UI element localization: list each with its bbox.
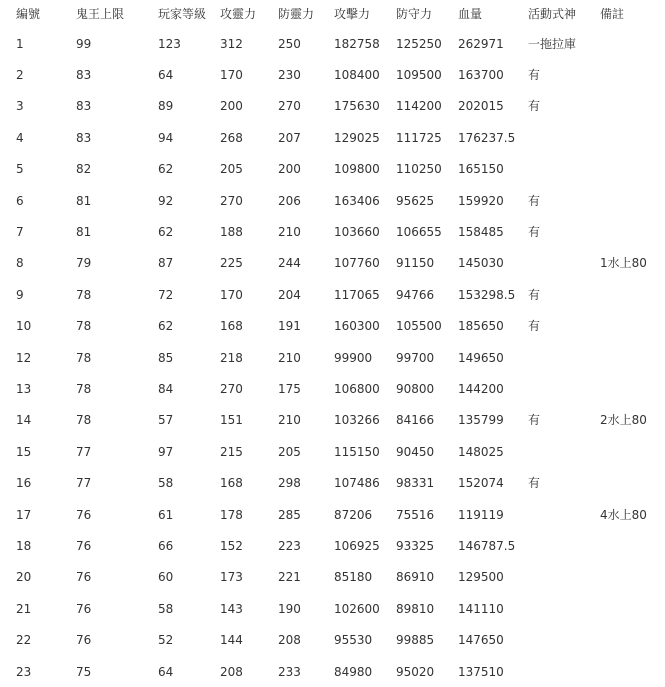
cell-def-spirit: 207 xyxy=(278,130,301,145)
cell-defense: 93325 xyxy=(396,538,435,553)
table-row xyxy=(0,436,665,467)
cell-hp: 176237.5 xyxy=(458,130,516,145)
cell-player-level: 89 xyxy=(158,99,174,114)
cell-defense: 98331 xyxy=(396,476,435,491)
cell-atk-spirit: 168 xyxy=(220,476,243,491)
cell-player-level: 52 xyxy=(158,633,174,648)
cell-event-shikigami xyxy=(512,154,584,185)
cell-atk-spirit: 270 xyxy=(220,193,243,208)
column-header-attack: 攻擊力 xyxy=(334,7,371,21)
cell-note xyxy=(584,593,665,624)
cell-note xyxy=(584,154,665,185)
cell-note xyxy=(584,373,665,404)
cell-attack: 108400 xyxy=(334,68,380,83)
cell-player-level: 64 xyxy=(158,664,174,679)
cell-id: 15 xyxy=(16,444,32,459)
cell-defense: 90800 xyxy=(396,381,435,396)
cell-boss-cap: 75 xyxy=(76,664,92,679)
cell-attack: 95530 xyxy=(334,633,373,648)
cell-player-level: 58 xyxy=(158,601,174,616)
cell-boss-cap: 83 xyxy=(76,99,92,114)
cell-atk-spirit: 215 xyxy=(220,444,243,459)
cell-atk-spirit: 218 xyxy=(220,350,243,365)
cell-boss-cap: 77 xyxy=(76,476,92,491)
table-row xyxy=(0,342,665,373)
cell-attack: 106925 xyxy=(334,538,380,553)
cell-player-level: 64 xyxy=(158,68,174,83)
cell-defense: 110250 xyxy=(396,162,442,177)
cell-note: 1水上80 xyxy=(600,256,647,271)
cell-event-shikigami: 一拖拉庫 xyxy=(528,36,577,51)
cell-boss-cap: 99 xyxy=(76,36,92,51)
cell-id: 17 xyxy=(16,507,32,522)
cell-player-level: 94 xyxy=(158,130,174,145)
cell-def-spirit: 190 xyxy=(278,601,301,616)
cell-id: 2 xyxy=(16,68,24,83)
cell-boss-cap: 76 xyxy=(76,507,92,522)
cell-defense: 111725 xyxy=(396,130,442,145)
cell-atk-spirit: 152 xyxy=(220,538,243,553)
cell-player-level: 85 xyxy=(158,350,174,365)
cell-boss-cap: 78 xyxy=(76,350,92,365)
cell-attack: 129025 xyxy=(334,130,380,145)
cell-attack: 103660 xyxy=(334,225,380,240)
cell-attack: 117065 xyxy=(334,287,380,302)
cell-boss-cap: 79 xyxy=(76,256,92,271)
cell-id: 20 xyxy=(16,570,32,585)
cell-boss-cap: 78 xyxy=(76,287,92,302)
cell-player-level: 92 xyxy=(158,193,174,208)
cell-atk-spirit: 170 xyxy=(220,287,243,302)
cell-def-spirit: 200 xyxy=(278,162,301,177)
cell-attack: 175630 xyxy=(334,99,380,114)
cell-id: 21 xyxy=(16,601,32,616)
cell-event-shikigami xyxy=(512,373,584,404)
cell-defense: 94766 xyxy=(396,287,435,302)
cell-player-level: 58 xyxy=(158,476,174,491)
cell-hp: 148025 xyxy=(458,444,504,459)
cell-event-shikigami: 有 xyxy=(528,319,541,334)
cell-player-level: 87 xyxy=(158,256,174,271)
cell-def-spirit: 298 xyxy=(278,476,301,491)
cell-def-spirit: 270 xyxy=(278,99,301,114)
cell-event-shikigami xyxy=(512,436,584,467)
table-row xyxy=(0,656,665,687)
cell-event-shikigami xyxy=(512,593,584,624)
cell-id: 13 xyxy=(16,381,32,396)
cell-defense: 99700 xyxy=(396,350,435,365)
cell-player-level: 62 xyxy=(158,162,174,177)
cell-event-shikigami xyxy=(512,342,584,373)
cell-defense: 125250 xyxy=(396,36,442,51)
cell-note xyxy=(584,530,665,561)
cell-event-shikigami xyxy=(512,562,584,593)
cell-def-spirit: 175 xyxy=(278,381,301,396)
cell-atk-spirit: 173 xyxy=(220,570,243,585)
cell-def-spirit: 208 xyxy=(278,633,301,648)
cell-boss-cap: 81 xyxy=(76,225,92,240)
cell-note: 2水上80 xyxy=(600,413,647,428)
cell-attack: 107486 xyxy=(334,476,380,491)
cell-defense: 109500 xyxy=(396,68,442,83)
cell-def-spirit: 191 xyxy=(278,319,301,334)
cell-id: 5 xyxy=(16,162,24,177)
cell-def-spirit: 250 xyxy=(278,36,301,51)
table-row xyxy=(0,279,665,310)
table-row xyxy=(0,59,665,90)
cell-attack: 102600 xyxy=(334,601,380,616)
cell-event-shikigami: 有 xyxy=(528,68,541,83)
cell-hp: 119119 xyxy=(458,507,504,522)
cell-def-spirit: 210 xyxy=(278,350,301,365)
cell-boss-cap: 77 xyxy=(76,444,92,459)
cell-note xyxy=(584,91,665,122)
cell-id: 16 xyxy=(16,476,32,491)
cell-hp: 202015 xyxy=(458,99,504,114)
cell-hp: 163700 xyxy=(458,68,504,83)
table-row xyxy=(0,185,665,216)
cell-player-level: 97 xyxy=(158,444,174,459)
cell-attack: 109800 xyxy=(334,162,380,177)
cell-note xyxy=(584,216,665,247)
cell-id: 6 xyxy=(16,193,24,208)
cell-attack: 163406 xyxy=(334,193,380,208)
cell-boss-cap: 76 xyxy=(76,633,92,648)
cell-boss-cap: 78 xyxy=(76,319,92,334)
cell-def-spirit: 230 xyxy=(278,68,301,83)
table-row xyxy=(0,216,665,247)
cell-defense: 86910 xyxy=(396,570,435,585)
table-row xyxy=(0,122,665,153)
cell-atk-spirit: 178 xyxy=(220,507,243,522)
cell-def-spirit: 206 xyxy=(278,193,301,208)
cell-atk-spirit: 200 xyxy=(220,99,243,114)
cell-attack: 115150 xyxy=(334,444,380,459)
cell-player-level: 84 xyxy=(158,381,174,396)
cell-boss-cap: 81 xyxy=(76,193,92,208)
cell-event-shikigami xyxy=(512,122,584,153)
cell-hp: 165150 xyxy=(458,162,504,177)
cell-boss-cap: 83 xyxy=(76,68,92,83)
cell-attack: 85180 xyxy=(334,570,373,585)
cell-player-level: 60 xyxy=(158,570,174,585)
cell-event-shikigami xyxy=(512,656,584,687)
cell-event-shikigami xyxy=(512,499,584,530)
cell-id: 18 xyxy=(16,538,32,553)
cell-attack: 160300 xyxy=(334,319,380,334)
cell-hp: 159920 xyxy=(458,193,504,208)
cell-event-shikigami: 有 xyxy=(528,476,541,491)
cell-defense: 105500 xyxy=(396,319,442,334)
cell-defense: 99885 xyxy=(396,633,435,648)
cell-atk-spirit: 170 xyxy=(220,68,243,83)
cell-def-spirit: 205 xyxy=(278,444,301,459)
cell-boss-cap: 76 xyxy=(76,570,92,585)
cell-id: 14 xyxy=(16,413,32,428)
column-header-id: 編號 xyxy=(16,7,41,21)
cell-atk-spirit: 208 xyxy=(220,664,243,679)
cell-player-level: 66 xyxy=(158,538,174,553)
cell-atk-spirit: 312 xyxy=(220,36,243,51)
column-header-defense: 防守力 xyxy=(396,7,433,21)
cell-boss-cap: 78 xyxy=(76,413,92,428)
cell-defense: 106655 xyxy=(396,225,442,240)
cell-atk-spirit: 144 xyxy=(220,633,243,648)
table-row xyxy=(0,28,665,59)
column-header-note: 備註 xyxy=(600,7,625,21)
cell-id: 9 xyxy=(16,287,24,302)
cell-hp: 152074 xyxy=(458,476,504,491)
cell-note xyxy=(584,562,665,593)
cell-boss-cap: 76 xyxy=(76,538,92,553)
cell-atk-spirit: 205 xyxy=(220,162,243,177)
cell-player-level: 57 xyxy=(158,413,174,428)
cell-atk-spirit: 270 xyxy=(220,381,243,396)
cell-atk-spirit: 151 xyxy=(220,413,243,428)
cell-attack: 107760 xyxy=(334,256,380,271)
cell-def-spirit: 221 xyxy=(278,570,301,585)
cell-def-spirit: 210 xyxy=(278,413,301,428)
cell-note xyxy=(584,59,665,90)
cell-id: 10 xyxy=(16,319,32,334)
cell-boss-cap: 78 xyxy=(76,381,92,396)
cell-attack: 103266 xyxy=(334,413,380,428)
cell-defense: 84166 xyxy=(396,413,435,428)
cell-id: 22 xyxy=(16,633,32,648)
cell-def-spirit: 210 xyxy=(278,225,301,240)
cell-id: 4 xyxy=(16,130,24,145)
table-row xyxy=(0,91,665,122)
cell-hp: 185650 xyxy=(458,319,504,334)
cell-player-level: 62 xyxy=(158,319,174,334)
cell-note xyxy=(584,467,665,498)
cell-boss-cap: 76 xyxy=(76,601,92,616)
cell-hp: 147650 xyxy=(458,633,504,648)
cell-event-shikigami: 有 xyxy=(528,99,541,114)
cell-attack: 84980 xyxy=(334,664,373,679)
cell-defense: 90450 xyxy=(396,444,435,459)
cell-hp: 145030 xyxy=(458,256,504,271)
cell-player-level: 61 xyxy=(158,507,174,522)
cell-event-shikigami: 有 xyxy=(528,413,541,428)
cell-player-level: 62 xyxy=(158,225,174,240)
cell-id: 1 xyxy=(16,36,24,51)
table-row xyxy=(0,624,665,655)
cell-def-spirit: 223 xyxy=(278,538,301,553)
header-row xyxy=(0,0,665,28)
cell-id: 8 xyxy=(16,256,24,271)
column-header-event-shikigami: 活動式神 xyxy=(528,7,577,21)
table-body xyxy=(0,28,665,687)
cell-hp: 129500 xyxy=(458,570,504,585)
cell-event-shikigami xyxy=(512,624,584,655)
cell-boss-cap: 82 xyxy=(76,162,92,177)
table-row xyxy=(0,530,665,561)
cell-atk-spirit: 168 xyxy=(220,319,243,334)
cell-hp: 137510 xyxy=(458,664,504,679)
cell-defense: 114200 xyxy=(396,99,442,114)
column-header-player-level: 玩家等級 xyxy=(158,7,207,21)
cell-note xyxy=(584,122,665,153)
cell-def-spirit: 204 xyxy=(278,287,301,302)
cell-hp: 135799 xyxy=(458,413,504,428)
table-row xyxy=(0,562,665,593)
cell-defense: 95625 xyxy=(396,193,435,208)
table-header xyxy=(0,0,665,28)
table-row xyxy=(0,373,665,404)
cell-hp: 153298.5 xyxy=(458,287,516,302)
cell-note xyxy=(584,185,665,216)
table-row xyxy=(0,499,665,530)
cell-defense: 91150 xyxy=(396,256,435,271)
cell-note xyxy=(584,311,665,342)
cell-id: 23 xyxy=(16,664,32,679)
column-header-atk-spirit: 攻靈力 xyxy=(220,7,257,21)
cell-attack: 182758 xyxy=(334,36,380,51)
cell-defense: 95020 xyxy=(396,664,435,679)
cell-defense: 75516 xyxy=(396,507,435,522)
cell-atk-spirit: 225 xyxy=(220,256,243,271)
table-row xyxy=(0,405,665,436)
cell-event-shikigami: 有 xyxy=(528,225,541,240)
table-row xyxy=(0,467,665,498)
cell-note xyxy=(584,656,665,687)
cell-def-spirit: 244 xyxy=(278,256,301,271)
column-header-boss-cap: 鬼王上限 xyxy=(76,7,125,21)
cell-note xyxy=(584,28,665,59)
cell-def-spirit: 233 xyxy=(278,664,301,679)
cell-attack: 106800 xyxy=(334,381,380,396)
column-header-hp: 血量 xyxy=(458,7,483,21)
cell-event-shikigami xyxy=(512,530,584,561)
cell-event-shikigami xyxy=(512,248,584,279)
table-row xyxy=(0,154,665,185)
cell-attack: 87206 xyxy=(334,507,373,522)
cell-atk-spirit: 143 xyxy=(220,601,243,616)
cell-player-level: 123 xyxy=(158,36,181,51)
cell-atk-spirit: 268 xyxy=(220,130,243,145)
cell-hp: 144200 xyxy=(458,381,504,396)
cell-note xyxy=(584,279,665,310)
cell-attack: 99900 xyxy=(334,350,373,365)
cell-hp: 262971 xyxy=(458,36,504,51)
cell-hp: 141110 xyxy=(458,601,504,616)
cell-id: 3 xyxy=(16,99,24,114)
cell-hp: 149650 xyxy=(458,350,504,365)
table-row xyxy=(0,593,665,624)
cell-note: 4水上80 xyxy=(600,507,647,522)
cell-hp: 146787.5 xyxy=(458,538,516,553)
table-row xyxy=(0,248,665,279)
column-header-def-spirit: 防靈力 xyxy=(278,7,315,21)
cell-defense: 89810 xyxy=(396,601,435,616)
cell-note xyxy=(584,624,665,655)
cell-id: 12 xyxy=(16,350,32,365)
cell-event-shikigami: 有 xyxy=(528,287,541,302)
cell-hp: 158485 xyxy=(458,225,504,240)
cell-note xyxy=(584,436,665,467)
cell-event-shikigami: 有 xyxy=(528,193,541,208)
cell-note xyxy=(584,342,665,373)
cell-boss-cap: 83 xyxy=(76,130,92,145)
cell-id: 7 xyxy=(16,225,24,240)
table-row xyxy=(0,311,665,342)
cell-player-level: 72 xyxy=(158,287,174,302)
cell-atk-spirit: 188 xyxy=(220,225,243,240)
cell-def-spirit: 285 xyxy=(278,507,301,522)
